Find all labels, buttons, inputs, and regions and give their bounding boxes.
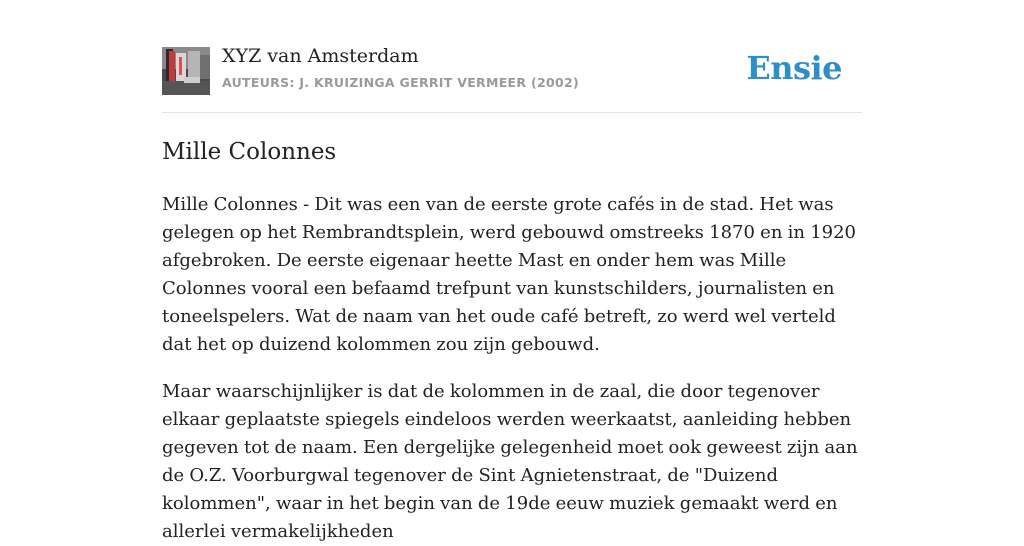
entry-title: Mille Colonnes xyxy=(162,139,337,165)
book-authors: AUTEURS: J. KRUIZINGA GERRIT VERMEER (2002) xyxy=(222,75,579,90)
entry-paragraph: Maar waarschijnlijker is dat de kolommen in de zaal, die door tegenover elkaar geplaatste spiegels eindeloos werden weerkaatst, aanleiding hebben gegeven tot de naam. Een dergelijke gelegenheid moet ook geweest zijn aan de O.Z. Voorburgwal tegenover de Sint Agnietenstraat, de "Duizend kolommen", waar in het begin van de 19de eeuw muziek gemaakt werd en allerlei vermakelijkheden xyxy=(162,381,858,542)
source-header xyxy=(162,0,862,113)
book-cover-photo-icon xyxy=(162,47,210,95)
book-title[interactable]: XYZ van Amsterdam xyxy=(222,45,419,67)
ensie-logo[interactable]: Ensie xyxy=(746,49,842,87)
entry-paragraph: Mille Colonnes - Dit was een van de eerste grote cafés in de stad. Het was gelegen op het Rembrandtsplein, werd gebouwd omstreeks 1870 en in 1920 afgebroken. De eerste eigenaar heette Mast en onder hem was Mille Colonnes vooral een befaamd trefpunt van kunstschilders, journalisten en toneelspelers. Wat de naam van het oude café betreft, zo werd wel verteld dat het op duizend kolommen zou zijn gebouwd. xyxy=(162,194,857,355)
page xyxy=(162,0,862,546)
book-cover-avatar[interactable] xyxy=(162,47,210,95)
